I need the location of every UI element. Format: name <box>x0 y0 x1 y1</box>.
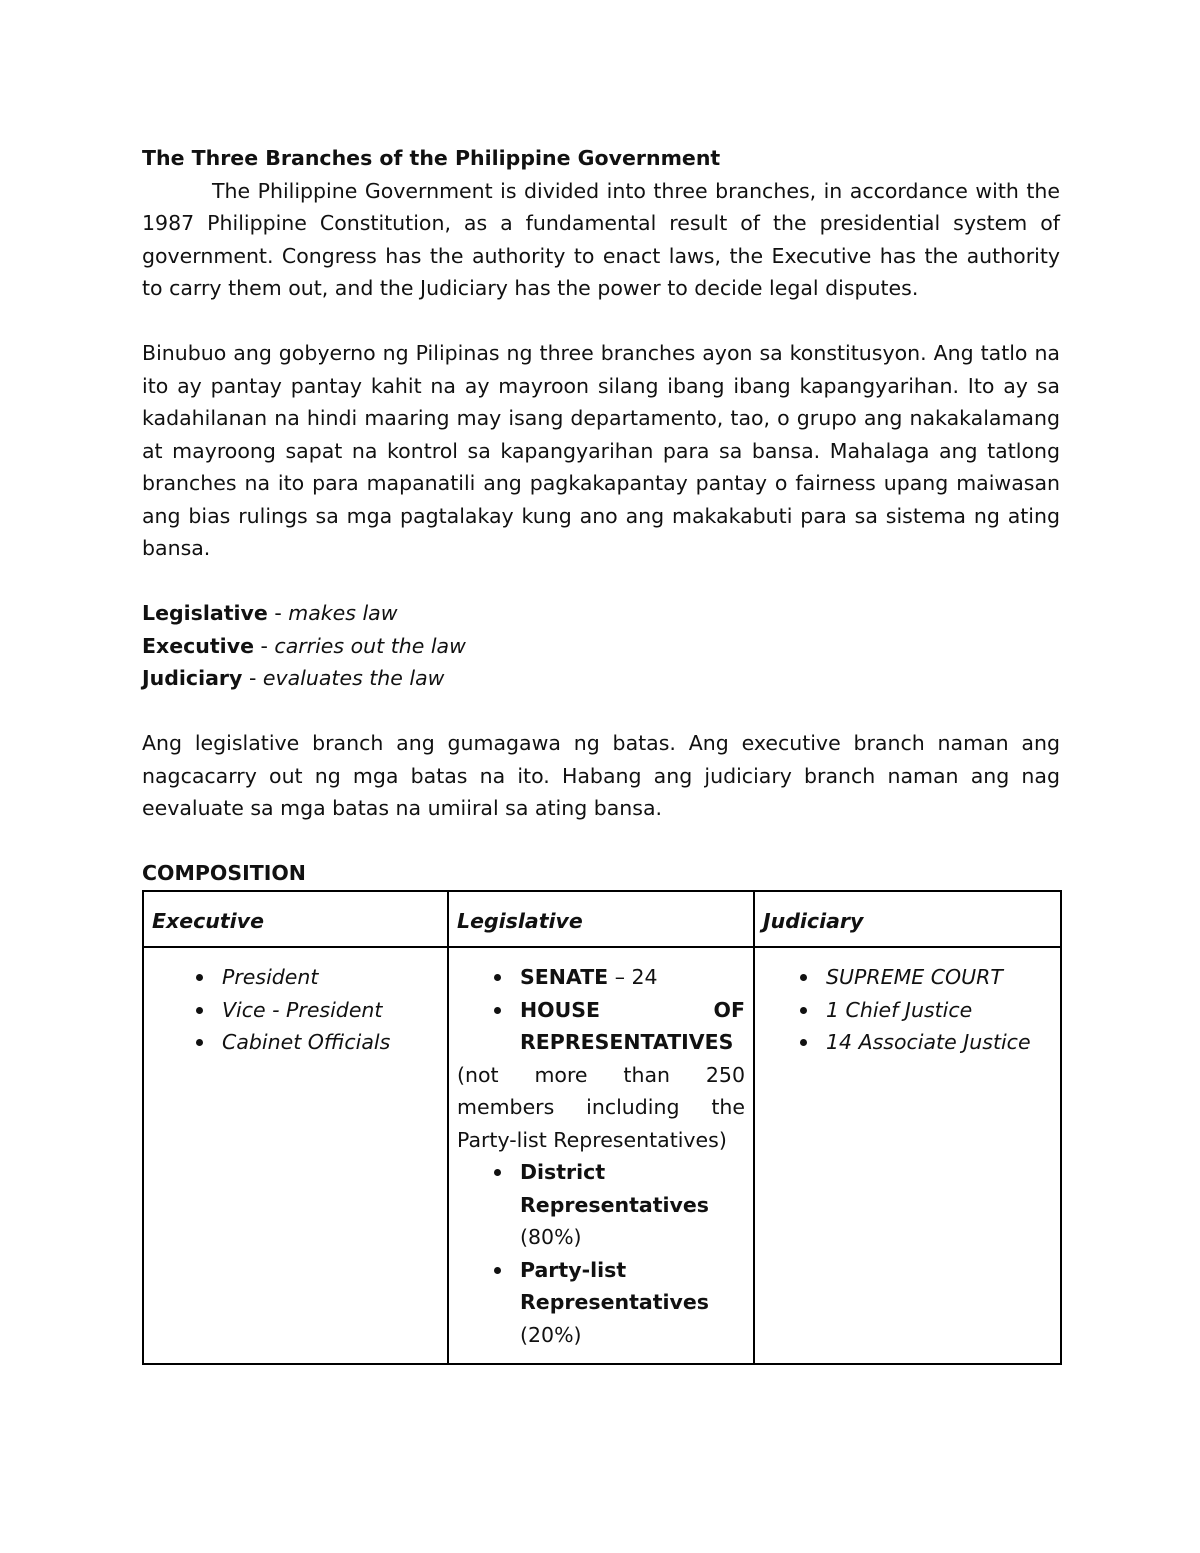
senate-value: – 24 <box>608 965 658 989</box>
branch-description: carries out the law <box>274 633 466 658</box>
house-label: HOUSE OF REPRESENTATIVES <box>520 997 745 1054</box>
senate-label: SENATE <box>520 965 609 989</box>
judiciary-cell <box>754 947 1061 1364</box>
branch-separator: - <box>253 633 275 658</box>
list-item-partylist <box>520 1254 745 1352</box>
list-item-house <box>520 994 745 1059</box>
document-page <box>142 142 1060 1365</box>
branch-description: makes law <box>288 601 398 625</box>
legislative-cell <box>448 947 754 1364</box>
intro-filipino-paragraph: Binubuo ang gobyerno ng Pilipinas ng three branches ayon sa konstitusyon. Ang tatlo na ito ay pantay pantay kahit na ay mayroon silang ibang ibang kapangyarihan. Ito ay sa kadahilanan na hindi maaring may isang departamento, tao, o grupo ang nakakalamang at mayroong sapat na kontrol sa kapangyarihan para sa bansa. Mahalaga ang tatlong branches na ito para mapanatili ang pagkakapantay pantay o fairness upang maiwasan ang bias rulings sa mga pagtalakay kung ano ang makakabuti para sa sistema ng ating bansa. <box>142 341 1060 560</box>
header-executive: Executive <box>143 891 448 948</box>
branch-separator: - <box>267 601 289 625</box>
list-item: President <box>222 961 439 994</box>
composition-heading: COMPOSITION <box>142 861 306 885</box>
district-label: District Representatives <box>520 1160 710 1217</box>
list-item: Cabinet Officials <box>222 1026 439 1059</box>
list-item: 1 Chief Justice <box>826 994 1052 1027</box>
list-item-senate <box>520 961 745 994</box>
list-item-district <box>520 1156 745 1254</box>
list-item: 14 Associate Justice <box>826 1026 1052 1059</box>
executive-cell <box>143 947 448 1364</box>
branch-name: Executive <box>142 633 254 658</box>
summary-filipino-paragraph: Ang legislative branch ang gumagawa ng batas. Ang executive branch naman ang nagcacarry out ng mga batas na ito. Habang ang judiciary branch naman ang nag eevaluate sa mga batas na umiiral sa ating bansa. <box>142 731 1060 820</box>
list-item: Vice - President <box>222 994 439 1027</box>
partylist-label: Party-list Representatives <box>520 1257 710 1314</box>
branch-legislative-line <box>142 597 1060 630</box>
table-row <box>143 947 1061 1364</box>
branch-judiciary-line <box>142 662 1060 695</box>
list-item: SUPREME COURT <box>826 961 1052 994</box>
branch-name: Judiciary <box>142 666 243 690</box>
branch-name: Legislative <box>142 601 268 625</box>
branch-executive-line <box>142 630 1060 663</box>
branch-separator: - <box>242 666 263 690</box>
partylist-value: (20%) <box>520 1322 582 1347</box>
composition-table <box>142 890 1062 1366</box>
table-header-row <box>143 891 1061 948</box>
district-value: (80%) <box>520 1225 582 1249</box>
branch-description: evaluates the law <box>262 666 445 690</box>
house-note: (not more than 250 members including the Party-list Representatives) <box>457 1062 745 1152</box>
header-judiciary: Judiciary <box>754 891 1061 948</box>
document-title: The Three Branches of the Philippine Government <box>142 146 721 170</box>
intro-english-paragraph: The Philippine Government is divided into three branches, in accordance with the 1987 Philippine Constitution, as a fundamental result of the presidential system of government. Congress has the authority to enact laws, the Executive has the authority to carry them out, and the Judiciary has the power to decide legal disputes. <box>142 178 1060 300</box>
header-legislative: Legislative <box>448 891 754 948</box>
